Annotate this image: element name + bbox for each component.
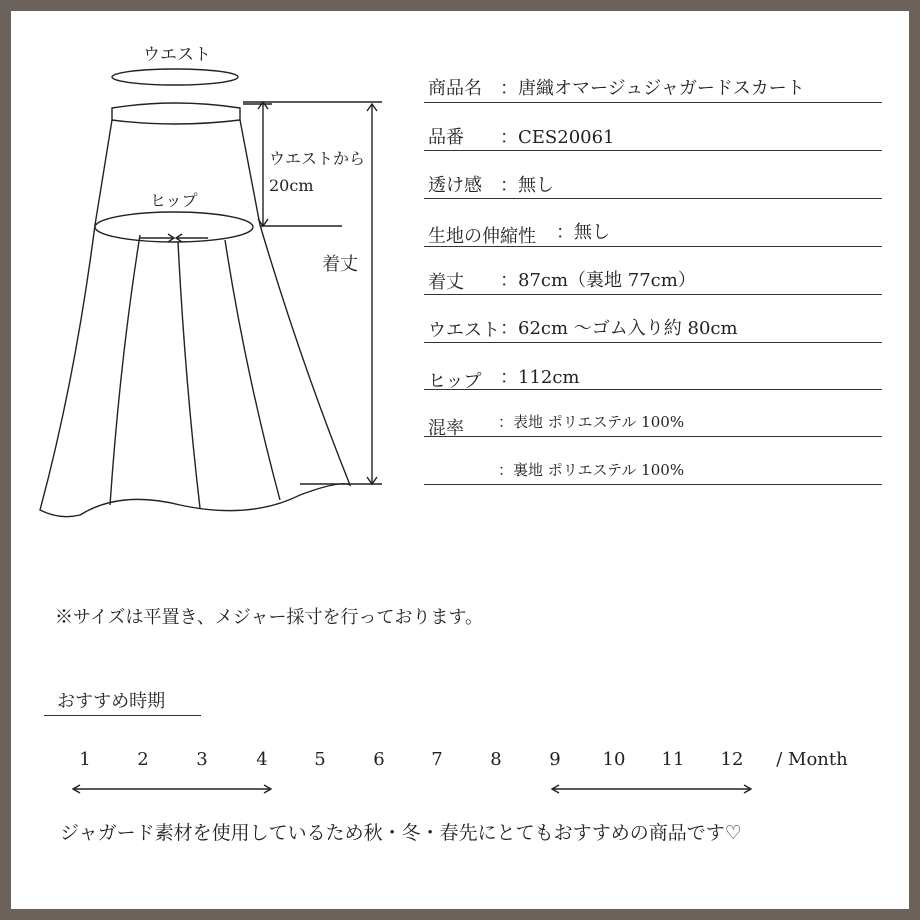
month-label: 11: [661, 749, 685, 770]
waist-to-label: ウエストから: [269, 149, 366, 168]
spec-label: ヒップ: [428, 371, 482, 392]
month-label: 12: [720, 749, 744, 770]
waist-to-value: 20cm: [269, 176, 314, 195]
month-label: 9: [549, 749, 561, 770]
spec-label: 着丈: [428, 272, 464, 293]
season-title-underline: [44, 715, 201, 716]
spec-value: ：87cm（裏地 77cm）: [500, 270, 696, 291]
month-label: 10: [602, 749, 626, 770]
spec-value: ：表地 ポリエステル 100%: [498, 413, 685, 431]
month-label: 7: [431, 749, 443, 770]
spec-label: ウエスト: [428, 320, 500, 341]
waist-ellipse: [112, 69, 238, 85]
footer-text: ジャガード素材を使用しているため秋・冬・春先にとてもおすすめの商品です♡: [60, 822, 742, 844]
month-label: 6: [373, 749, 385, 770]
length-label: 着丈: [322, 254, 358, 275]
season-title: おすすめ時期: [57, 691, 166, 712]
month-label: 5: [314, 749, 326, 770]
spec-value: ：裏地 ポリエステル 100%: [498, 461, 685, 479]
waistband: [112, 103, 240, 124]
month-label: 3: [196, 749, 208, 770]
spec-value: ：唐織オマージュジャガードスカート: [500, 78, 805, 99]
waist-label: ウエスト: [143, 45, 211, 65]
spec-value: ：62cm 〜ゴム入り約 80cm: [500, 318, 738, 339]
spec-label: 生地の伸縮性: [428, 226, 536, 247]
spec-label: 透け感: [428, 175, 482, 196]
month-label: 4: [256, 749, 268, 770]
month-label: 8: [490, 749, 502, 770]
size-note: ※サイズは平置き、メジャー採寸を行っております。: [55, 607, 484, 628]
spec-value: ：無し: [556, 222, 610, 243]
spec-label: 品番: [428, 127, 464, 148]
spec-value: ：無し: [500, 175, 554, 196]
month-label: 1: [79, 749, 91, 770]
hip-label: ヒップ: [150, 191, 198, 210]
spec-label: 混率: [428, 418, 464, 439]
spec-value: ：112cm: [500, 367, 580, 388]
spec-label: 商品名: [428, 78, 482, 99]
month-unit: / Month: [776, 749, 848, 770]
spec-value: ：CES20061: [500, 127, 615, 148]
month-label: 2: [137, 749, 149, 770]
